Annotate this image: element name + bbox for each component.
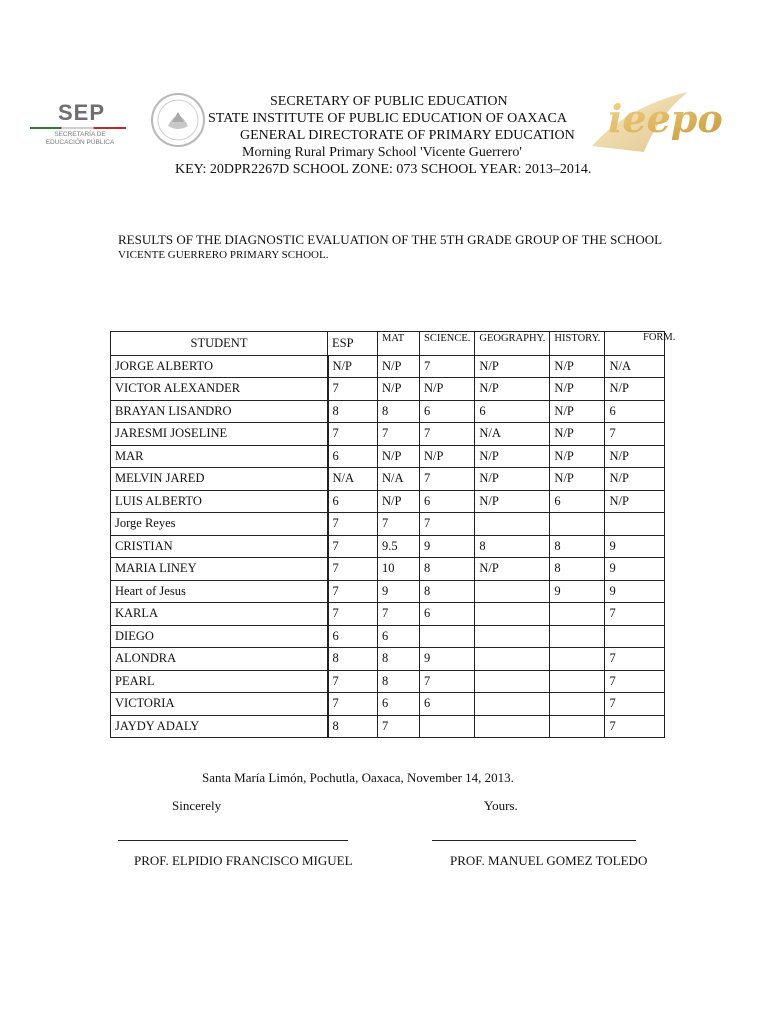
table-row bbox=[111, 423, 665, 446]
cell-history: N/P bbox=[550, 423, 605, 446]
table-row bbox=[111, 625, 665, 648]
cell-geography bbox=[475, 670, 550, 693]
signer-1-name: PROF. ELPIDIO FRANCISCO MIGUEL bbox=[134, 853, 353, 868]
column-header-form: FORM. bbox=[643, 332, 676, 343]
column-header-geography: GEOGRAPHY. bbox=[475, 332, 550, 356]
cell-mat: 6 bbox=[378, 693, 420, 716]
cell-student: CRISTIAN bbox=[111, 535, 328, 558]
cell-form: N/A bbox=[605, 355, 665, 378]
cell-esp: 7 bbox=[328, 670, 378, 693]
cell-science bbox=[420, 625, 475, 648]
cell-geography: N/P bbox=[475, 355, 550, 378]
mexico-seal-icon bbox=[150, 92, 206, 148]
cell-esp: 8 bbox=[328, 715, 378, 738]
table-row bbox=[111, 490, 665, 513]
cell-student: MAR bbox=[111, 445, 328, 468]
cell-science: 8 bbox=[420, 558, 475, 581]
cell-mat: N/A bbox=[378, 468, 420, 491]
cell-history: N/P bbox=[550, 355, 605, 378]
ieepo-logo-text: ieepo bbox=[608, 96, 723, 141]
cell-form: N/P bbox=[605, 468, 665, 491]
cell-mat: 8 bbox=[378, 670, 420, 693]
cell-mat: N/P bbox=[378, 490, 420, 513]
cell-mat: 9.5 bbox=[378, 535, 420, 558]
sep-logo-text: SEP bbox=[58, 100, 106, 125]
cell-student: Heart of Jesus bbox=[111, 580, 328, 603]
cell-mat: 8 bbox=[378, 648, 420, 671]
ieepo-logo bbox=[588, 86, 728, 158]
cell-form: 7 bbox=[605, 423, 665, 446]
cell-history bbox=[550, 625, 605, 648]
cell-mat: 7 bbox=[378, 513, 420, 536]
cell-esp: 7 bbox=[328, 423, 378, 446]
header-line-1: SECRETARY OF PUBLIC EDUCATION bbox=[270, 94, 508, 109]
cell-form: 9 bbox=[605, 580, 665, 603]
cell-history: N/P bbox=[550, 400, 605, 423]
cell-science: 7 bbox=[420, 355, 475, 378]
cell-history bbox=[550, 715, 605, 738]
cell-esp: 7 bbox=[328, 693, 378, 716]
cell-student: VICTORIA bbox=[111, 693, 328, 716]
cell-science: 6 bbox=[420, 490, 475, 513]
table-row bbox=[111, 468, 665, 491]
cell-science: N/P bbox=[420, 445, 475, 468]
column-header-history: HISTORY. bbox=[550, 332, 605, 356]
cell-form: 7 bbox=[605, 715, 665, 738]
cell-form: 7 bbox=[605, 693, 665, 716]
cell-geography: 6 bbox=[475, 400, 550, 423]
cell-science: 9 bbox=[420, 535, 475, 558]
table-row bbox=[111, 400, 665, 423]
cell-student: MARIA LINEY bbox=[111, 558, 328, 581]
cell-student: Jorge Reyes bbox=[111, 513, 328, 536]
header-line-5: KEY: 20DPR2267D SCHOOL ZONE: 073 SCHOOL YEAR: 2013–2014. bbox=[175, 162, 592, 177]
cell-form: N/P bbox=[605, 378, 665, 401]
cell-student: LUIS ALBERTO bbox=[111, 490, 328, 513]
cell-geography bbox=[475, 693, 550, 716]
table-row bbox=[111, 535, 665, 558]
cell-form: 7 bbox=[605, 670, 665, 693]
cell-esp: 7 bbox=[328, 535, 378, 558]
grades-table-body bbox=[111, 355, 665, 738]
table-row bbox=[111, 580, 665, 603]
cell-geography: N/P bbox=[475, 445, 550, 468]
cell-mat: 7 bbox=[378, 715, 420, 738]
cell-esp: 8 bbox=[328, 400, 378, 423]
cell-student: ALONDRA bbox=[111, 648, 328, 671]
cell-science: 6 bbox=[420, 603, 475, 626]
cell-geography: 8 bbox=[475, 535, 550, 558]
cell-esp: N/P bbox=[328, 355, 378, 378]
results-title-2: VICENTE GUERRERO PRIMARY SCHOOL. bbox=[118, 249, 329, 261]
cell-science bbox=[420, 715, 475, 738]
cell-science: 8 bbox=[420, 580, 475, 603]
cell-student: MELVIN JARED bbox=[111, 468, 328, 491]
cell-history: N/P bbox=[550, 445, 605, 468]
cell-esp: 7 bbox=[328, 603, 378, 626]
column-header-student: STUDENT bbox=[111, 332, 328, 356]
signature-line-2 bbox=[432, 840, 636, 841]
cell-mat: 6 bbox=[378, 625, 420, 648]
cell-history bbox=[550, 513, 605, 536]
cell-geography bbox=[475, 715, 550, 738]
cell-esp: 6 bbox=[328, 625, 378, 648]
sep-logo-subtitle: SECRETARÍA DE EDUCACIÓN PÚBLICA bbox=[45, 131, 115, 146]
cell-geography: N/P bbox=[475, 378, 550, 401]
place-date: Santa María Limón, Pochutla, Oaxaca, November 14, 2013. bbox=[202, 770, 514, 785]
cell-esp: 7 bbox=[328, 558, 378, 581]
cell-science: N/P bbox=[420, 378, 475, 401]
table-row bbox=[111, 693, 665, 716]
cell-form: 7 bbox=[605, 648, 665, 671]
cell-history: 8 bbox=[550, 558, 605, 581]
cell-science: 9 bbox=[420, 648, 475, 671]
cell-esp: 7 bbox=[328, 580, 378, 603]
cell-mat: 7 bbox=[378, 423, 420, 446]
table-row bbox=[111, 378, 665, 401]
cell-science: 7 bbox=[420, 513, 475, 536]
cell-student: PEARL bbox=[111, 670, 328, 693]
cell-form: 9 bbox=[605, 535, 665, 558]
cell-form bbox=[605, 513, 665, 536]
cell-mat: 8 bbox=[378, 400, 420, 423]
table-row bbox=[111, 603, 665, 626]
cell-geography: N/A bbox=[475, 423, 550, 446]
cell-student: JAYDY ADALY bbox=[111, 715, 328, 738]
cell-geography: N/P bbox=[475, 468, 550, 491]
cell-form: 7 bbox=[605, 603, 665, 626]
cell-esp: 7 bbox=[328, 513, 378, 536]
cell-geography bbox=[475, 580, 550, 603]
sep-logo-rule bbox=[30, 127, 126, 129]
cell-history: 6 bbox=[550, 490, 605, 513]
cell-student: JARESMI JOSELINE bbox=[111, 423, 328, 446]
cell-mat: N/P bbox=[378, 355, 420, 378]
cell-mat: N/P bbox=[378, 378, 420, 401]
closing-right: Yours. bbox=[484, 798, 518, 813]
cell-mat: 9 bbox=[378, 580, 420, 603]
cell-student: DIEGO bbox=[111, 625, 328, 648]
table-row bbox=[111, 513, 665, 536]
cell-history: N/P bbox=[550, 378, 605, 401]
cell-history bbox=[550, 670, 605, 693]
cell-geography: N/P bbox=[475, 558, 550, 581]
results-title-1: RESULTS OF THE DIAGNOSTIC EVALUATION OF THE 5TH GRADE GROUP OF THE SCHOOL bbox=[118, 232, 663, 247]
cell-form: N/P bbox=[605, 490, 665, 513]
cell-science: 7 bbox=[420, 670, 475, 693]
closing-left: Sincerely bbox=[172, 798, 222, 813]
cell-student: BRAYAN LISANDRO bbox=[111, 400, 328, 423]
cell-esp: 6 bbox=[328, 490, 378, 513]
table-row bbox=[111, 670, 665, 693]
cell-student: KARLA bbox=[111, 603, 328, 626]
header-line-2: STATE INSTITUTE OF PUBLIC EDUCATION OF OAXACA bbox=[208, 111, 567, 126]
cell-history bbox=[550, 693, 605, 716]
cell-history: 8 bbox=[550, 535, 605, 558]
signature-line-1 bbox=[118, 840, 348, 841]
cell-esp: 6 bbox=[328, 445, 378, 468]
column-header-esp: ESP bbox=[328, 332, 378, 356]
cell-geography bbox=[475, 648, 550, 671]
cell-history: N/P bbox=[550, 468, 605, 491]
header-line-3: GENERAL DIRECTORATE OF PRIMARY EDUCATION bbox=[240, 128, 575, 143]
table-row bbox=[111, 445, 665, 468]
table-row bbox=[111, 715, 665, 738]
cell-history bbox=[550, 648, 605, 671]
cell-form: N/P bbox=[605, 445, 665, 468]
table-row bbox=[111, 648, 665, 671]
sep-logo bbox=[30, 100, 130, 148]
cell-geography bbox=[475, 625, 550, 648]
table-row bbox=[111, 355, 665, 378]
cell-form: 6 bbox=[605, 400, 665, 423]
grades-table bbox=[110, 331, 665, 738]
cell-esp: 7 bbox=[328, 378, 378, 401]
cell-geography bbox=[475, 513, 550, 536]
cell-science: 6 bbox=[420, 400, 475, 423]
cell-science: 7 bbox=[420, 423, 475, 446]
cell-mat: 7 bbox=[378, 603, 420, 626]
column-header-science: SCIENCE. bbox=[420, 332, 475, 356]
cell-geography bbox=[475, 603, 550, 626]
cell-student: VICTOR ALEXANDER bbox=[111, 378, 328, 401]
cell-student: JORGE ALBERTO bbox=[111, 355, 328, 378]
cell-mat: 10 bbox=[378, 558, 420, 581]
cell-history bbox=[550, 603, 605, 626]
column-header-mat: MAT bbox=[378, 332, 420, 356]
table-row bbox=[111, 558, 665, 581]
header-line-4: Morning Rural Primary School 'Vicente Guerrero' bbox=[242, 145, 522, 160]
cell-esp: N/A bbox=[328, 468, 378, 491]
cell-history: 9 bbox=[550, 580, 605, 603]
signer-2-name: PROF. MANUEL GOMEZ TOLEDO bbox=[450, 853, 648, 868]
table-header-row bbox=[111, 332, 665, 356]
cell-form: 9 bbox=[605, 558, 665, 581]
cell-science: 7 bbox=[420, 468, 475, 491]
cell-mat: N/P bbox=[378, 445, 420, 468]
cell-esp: 8 bbox=[328, 648, 378, 671]
cell-science: 6 bbox=[420, 693, 475, 716]
cell-form bbox=[605, 625, 665, 648]
cell-geography: N/P bbox=[475, 490, 550, 513]
